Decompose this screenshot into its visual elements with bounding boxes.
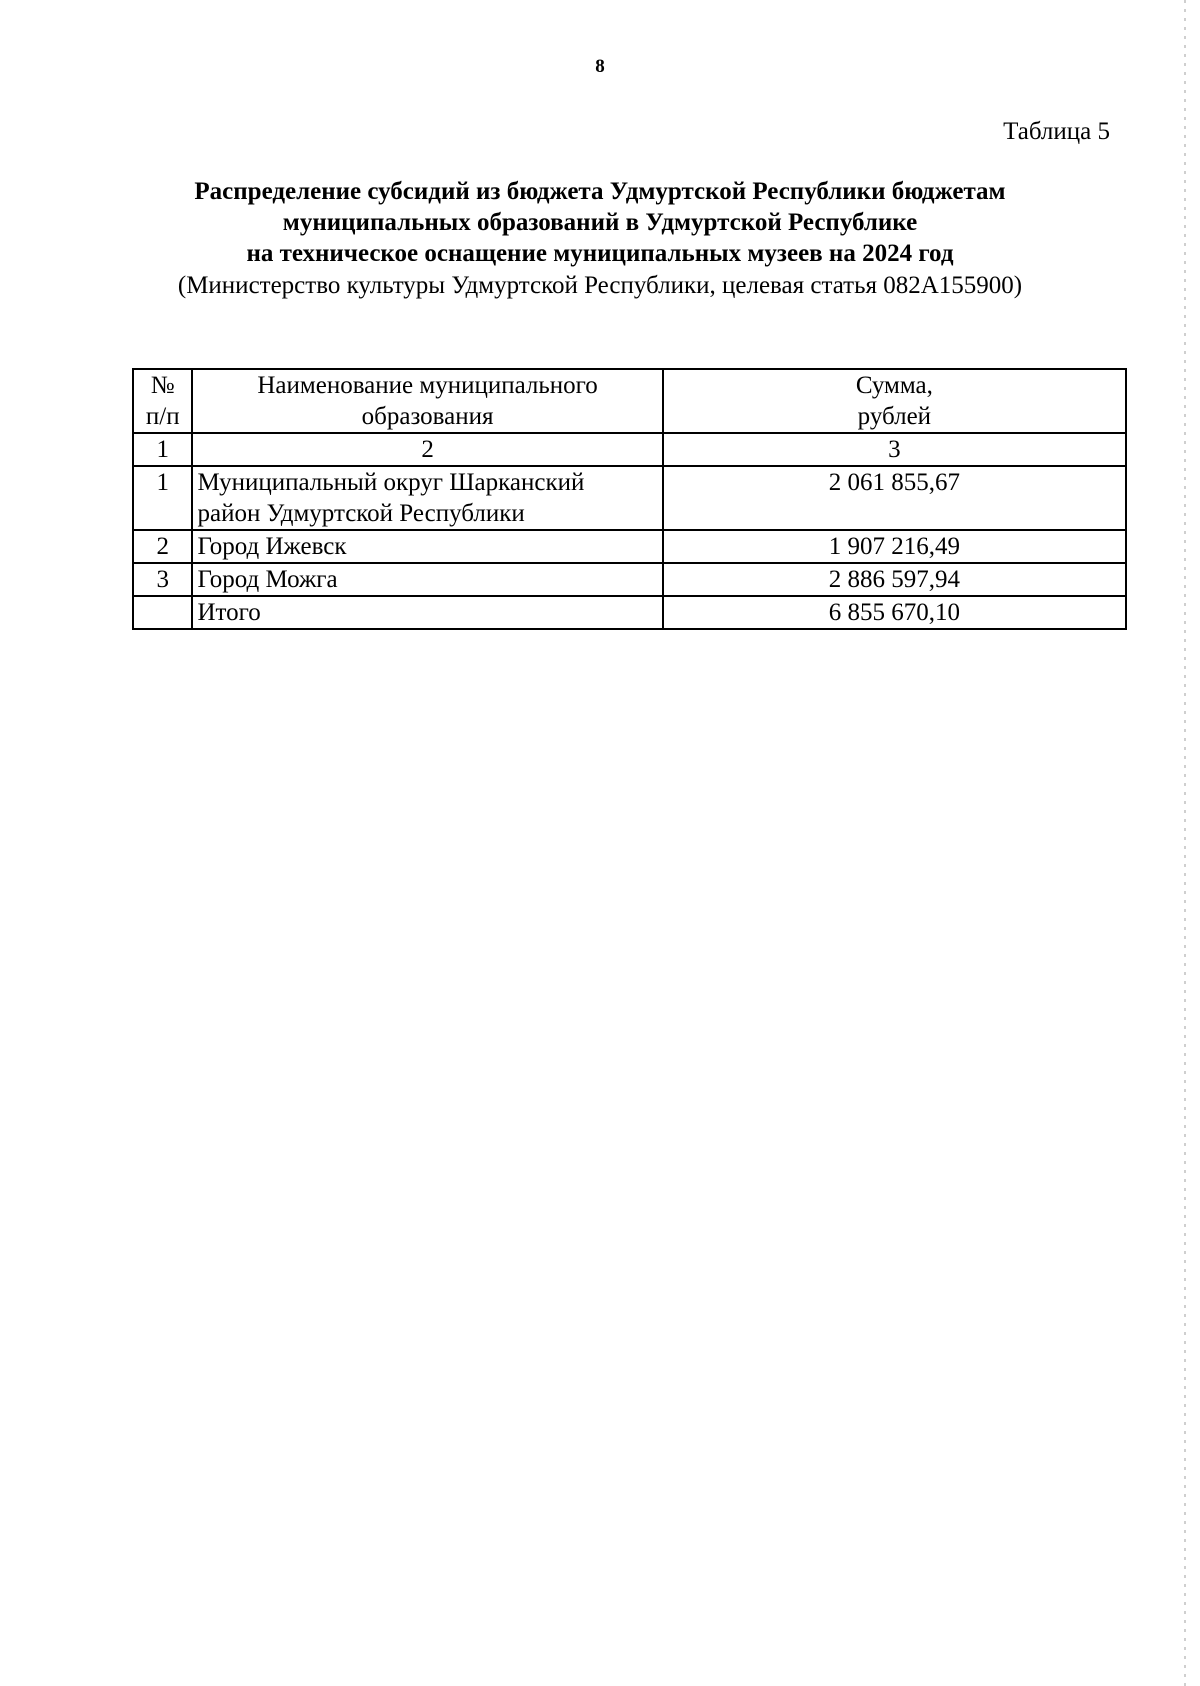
title-line-1: Распределение субсидий из бюджета Удмуртской Республики бюджетам xyxy=(194,178,1006,205)
page-number: 8 xyxy=(595,56,605,77)
row-name: Город Ижевск xyxy=(192,530,662,563)
header-name xyxy=(192,369,662,433)
total-label: Итого xyxy=(192,596,662,629)
row-sum: 1 907 216,49 xyxy=(663,530,1126,563)
subsidy-table xyxy=(132,368,1127,630)
header-num-line-2: п/п xyxy=(145,403,180,430)
scan-edge-artifact xyxy=(1184,0,1186,1686)
table-label: Таблица 5 xyxy=(1003,118,1110,145)
total-num xyxy=(133,596,192,629)
column-number-3: 3 xyxy=(663,433,1126,466)
table-total-row xyxy=(133,596,1126,629)
total-sum: 6 855 670,10 xyxy=(663,596,1126,629)
row-name-line-2: район Удмуртской Республики xyxy=(197,500,525,527)
column-number-2: 2 xyxy=(192,433,662,466)
header-name-line-1: Наименование муниципального xyxy=(257,372,598,399)
header-sum-line-2: рублей xyxy=(857,403,932,430)
row-sum: 2 886 597,94 xyxy=(663,563,1126,596)
row-num: 2 xyxy=(133,530,192,563)
header-num xyxy=(133,369,192,433)
table-row xyxy=(133,466,1126,530)
header-num-line-1: № xyxy=(150,372,175,399)
row-sum: 2 061 855,67 xyxy=(663,466,1126,530)
column-number-1: 1 xyxy=(133,433,192,466)
row-num: 1 xyxy=(133,466,192,530)
header-name-line-2: образования xyxy=(361,403,494,430)
row-name-line-1: Муниципальный округ Шарканский xyxy=(197,469,585,496)
title-line-2: муниципальных образований в Удмуртской Республике xyxy=(282,209,918,236)
row-name xyxy=(192,466,662,530)
row-name: Город Можга xyxy=(192,563,662,596)
table-header-row xyxy=(133,369,1126,433)
column-number-row xyxy=(133,433,1126,466)
header-sum-line-1: Сумма, xyxy=(855,372,933,399)
table-row xyxy=(133,530,1126,563)
title-line-3: на техническое оснащение муниципальных музеев на 2024 год xyxy=(246,240,954,267)
header-sum xyxy=(663,369,1126,433)
row-num: 3 xyxy=(133,563,192,596)
table-row xyxy=(133,563,1126,596)
document-title xyxy=(130,176,1070,302)
title-subtitle: (Министерство культуры Удмуртской Республики, целевая статья 082А155900) xyxy=(177,272,1023,299)
